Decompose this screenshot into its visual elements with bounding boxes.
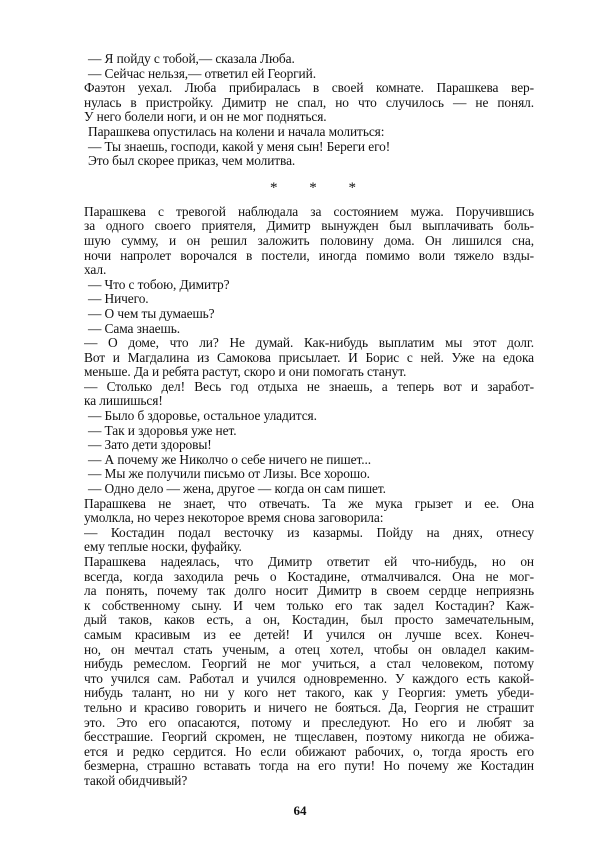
text-line: ему теплые носки, фуфайку. [84,539,242,555]
text-line: — Сейчас нельзя,— ответил ей Георгий. [88,65,316,81]
text-line: — Костадин подал весточку из казармы. Пойду на днях, отнесу [84,525,534,540]
text-line: — Ты знаешь, господи, какой у меня сын! Береги его! [88,138,391,154]
text-line: безмерна, страшно вставать тогда на его пути! Но почему же Костадин [84,759,534,774]
text-line: Парашкева опустилась на колени и начала молиться: [88,123,385,139]
page-number: 64 [293,803,307,818]
text-line: нулась в пристройку. Димитр не спал, но что случилось — не понял. [84,95,534,110]
text-line: меньше. Да и ребята растут, скоро и они помогать станут. [84,364,407,380]
text-line: Парашкева надеялась, что Димитр ответит ей что-нибудь, но он [84,555,534,569]
text-line: — Так и здоровья уже нет. [88,422,237,438]
text-line: дый таков, каков есть, а он, Костадин, был просто замечательным, [84,613,534,628]
text-line: к собственному сыну. И чем только его так задел Костадин? Каж- [84,598,534,613]
text-line: хал. [84,262,107,278]
text-line: Фаэтон уехал. Люба прибиралась в своей комнате. Парашкева вер- [84,81,534,96]
text-line: — Одно дело — жена, другое — когда он сам пишет. [88,481,386,497]
text-line: ла понять, почему так долго носит Димитр в своем сердце неприязнь [84,584,534,599]
text-line: нибудь талант, но ни у кого нет такого, как у Георгия: уметь убеди- [84,686,534,701]
text-line: Вот и Магдалина из Самокова присылает. И Борис с ней. Уже на едока [84,350,534,365]
text-line: нибудь ремеслом. Георгий не мог учиться, а стал человеком, потому [84,657,534,672]
text-line: — Сама знаешь. [88,320,180,336]
text-line: умолкла, но через некоторое время снова заговорила: [84,510,384,526]
text-line: такой обидчивый? [84,772,188,788]
text-line: У него болели ноги, и он не мог подняться. [84,109,327,125]
text-line: Парашкева с тревогой наблюдала за состоянием мужа. Поручившись [84,204,534,219]
text-line: ется и редко сердится. Но если обижают рабочих, о, тогда ярость его [84,744,534,759]
text-line: — Ничего. [88,291,149,307]
text-line: за одного своего приятеля, Димитр вынужден был выплачивать боль- [84,219,534,234]
text-line: — А почему же Николчо о себе ничего не пишет... [88,451,371,467]
text-line: — Было б здоровье, остальное уладится. [88,408,317,424]
text-line: всегда, когда заходила речь о Костадине, отмалчивался. Она не мог- [84,569,534,584]
text-line: Это был скорее приказ, чем молитва. [88,153,296,169]
text-line: ночи напролет ворочался в постели, иногда помимо воли тяжело взды- [84,248,534,263]
text-line: тельно и красиво говорить и ничего не бояться. Да, Георгия не страшит [84,700,534,715]
text-line: — О доме, что ли? Не думай. Как-нибудь выплатим мы этот долг. [84,336,534,351]
bottom-section [84,205,534,789]
text-line: — О чем ты думаешь? [88,305,215,321]
text-line: Парашкева не знает, что отвечать. Та же мука грызет и ее. Она [84,496,534,511]
text-line: ка лишишься! [84,393,163,409]
text-line: — Столько дел! Весь год отдыха не знаешь, а теперь вот и заработ- [84,379,534,394]
section-separator: * * * [270,179,370,196]
text-line: что учился сам. Работал и учился одновременно. У каждого есть какой- [84,671,534,686]
text-line: самым красивым из ее детей! И учился он лучше всех. Конеч- [84,627,534,642]
text-line: но, он мечтал стать ученым, а отец хотел, чтобы он овладел каким- [84,642,534,657]
text-line: — Мы же получили письмо от Лизы. Все хорошо. [88,466,370,482]
text-line: бесстрашие. Георгий скромен, не тщеславен, поэтому никогда не обижа- [84,730,534,745]
text-line: — Зато дети здоровы! [88,437,212,453]
page-body [84,52,534,789]
text-line: — Я пойду с тобой,— сказала Люба. [88,51,295,66]
text-line: — Что с тобою, Димитр? [88,276,230,292]
top-section [84,52,534,169]
text-line: шую сумму, и он решил заложить половину дома. Он лишился сна, [84,233,534,248]
text-line: это. Это его опасаются, потому и преследуют. Но его и любят за [84,715,534,730]
